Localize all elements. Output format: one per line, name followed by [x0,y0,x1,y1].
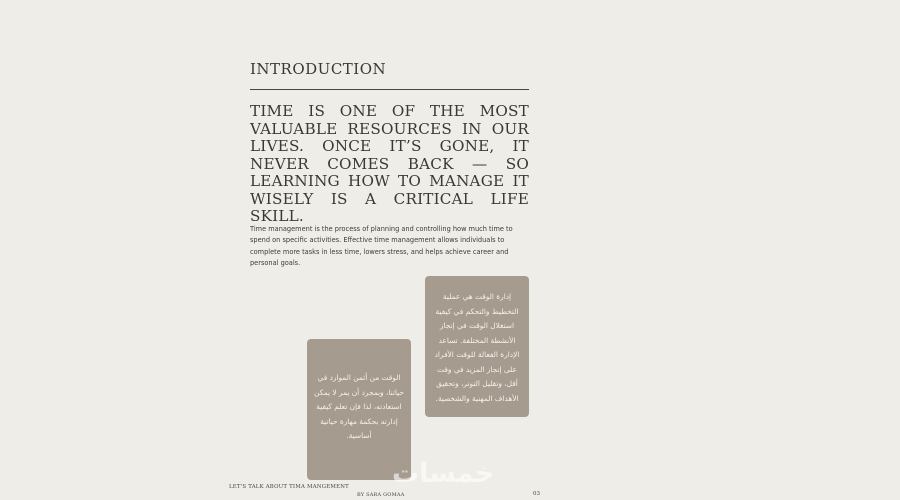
arabic-card-text: الوقت من أثمن الموارد في حياتنا، وبمجرد أن يمر لا يمكن استعادته، لذا فإن تعلم كيفية إدارته بحكمة مهارة حياتية أساسية. [314,373,404,440]
arabic-card-text: إدارة الوقت هي عملية التخطيط والتحكم في كيفية استغلال الوقت في إنجاز الأنشطة المختلفة. تساعد الإدارة الفعالة للوقت الأفراد على إنجاز المزيد في وقت أقل، وتقليل التوتر، وتحقيق الأهداف المهنية والشخصية. [434,292,520,403]
arabic-card-definition [425,276,529,417]
lead-paragraph: TIME IS ONE OF THE MOST VALUABLE RESOURCES IN OUR LIVES. ONCE IT’S GONE, IT NEVER COMES BACK — SO LEARNING HOW TO MANAGE IT WISELY IS A CRITICAL LIFE SKILL. [250,102,529,225]
footer-author: BY SARA GOMAA [357,492,405,498]
body-paragraph: Time management is the process of planning and controlling how much time to spend on specific activities. Effective time management allows individuals to complete more tasks in less time, lowers stress, and helps achieve career and personal goals. [250,225,513,268]
page-number: 03 [533,491,540,497]
footer-title: LET'S TALK ABOUT TIMA MANGEMENT [229,484,349,490]
section-heading: INTRODUCTION [250,60,387,78]
heading-divider [250,89,529,90]
watermark-logo: خمسات [392,458,495,489]
